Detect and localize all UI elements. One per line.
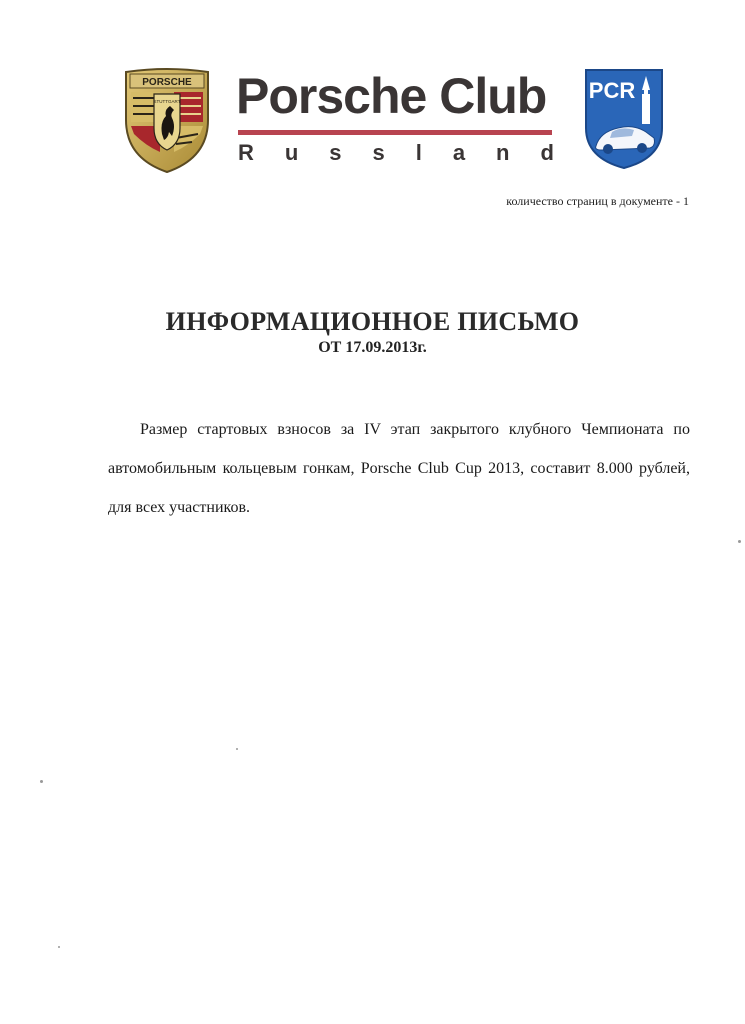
brand-wordmark (236, 68, 556, 168)
brand-subtitle-letter: a (452, 140, 466, 165)
brand-subtitle (238, 140, 554, 166)
crest-label: PORSCHE (142, 77, 192, 88)
brand-divider (238, 130, 552, 135)
brand-subtitle-letter: n (496, 140, 510, 165)
brand-subtitle-letter: l (415, 140, 422, 165)
brand-subtitle-letter: u (284, 140, 299, 165)
document-title: ИНФОРМАЦИОННОЕ ПИСЬМО (165, 307, 580, 336)
letterhead (0, 0, 745, 190)
brand-subtitle-letter: s (372, 140, 385, 165)
document-date: ОТ 17.09.2013г. (318, 339, 427, 356)
crest-city: STUTTGART (153, 99, 181, 104)
badge-text: PCR (588, 78, 636, 103)
body-paragraph: Размер стартовых взносов за IV этап закрытого клубного Чемпионата по автомобильным кольцевым гонкам, Porsche Club Cup 2013, составит 8.000 рублей, для всех участников. (108, 421, 690, 516)
brand-subtitle-letter: s (329, 140, 342, 165)
brand-title: Porsche Club (236, 68, 547, 124)
brand-subtitle-letter: R (238, 140, 254, 165)
page-count-note: количество страниц в документе - 1 (506, 194, 689, 208)
porsche-crest-logo (122, 66, 212, 174)
pcr-badge-logo (582, 66, 666, 170)
brand-subtitle-letter: d (540, 140, 554, 165)
